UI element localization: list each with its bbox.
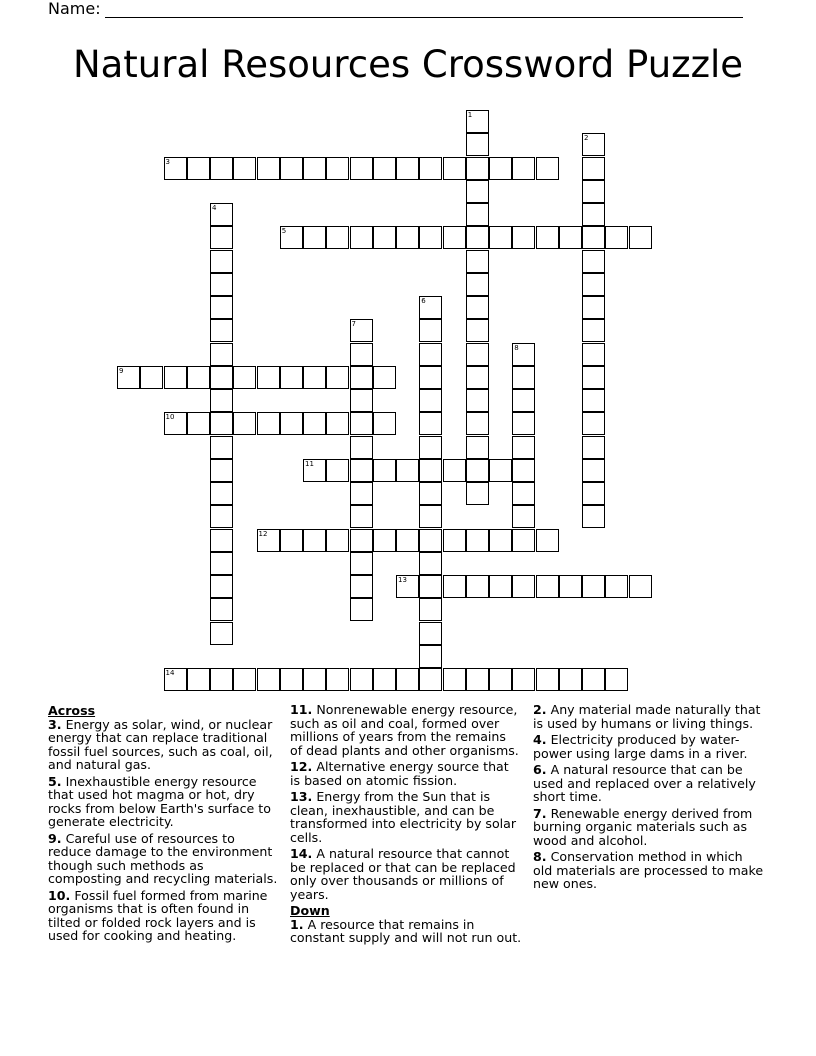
clue-text: Alternative energy source that is based on atomic fission.: [290, 759, 509, 788]
grid-cell[interactable]: [280, 366, 303, 389]
grid-cell[interactable]: [443, 459, 466, 482]
grid-cell[interactable]: [582, 180, 605, 203]
clue-number: 11.: [290, 702, 313, 717]
grid-cell[interactable]: [373, 366, 396, 389]
grid-cell[interactable]: [210, 412, 233, 435]
grid-cell[interactable]: [210, 203, 233, 226]
clue-number: 1.: [290, 916, 304, 932]
grid-cell[interactable]: [164, 412, 187, 435]
grid-cell[interactable]: [373, 529, 396, 552]
clue-number: 4.: [533, 732, 547, 747]
grid-cell[interactable]: [257, 412, 280, 435]
grid-cell[interactable]: [559, 668, 582, 691]
grid-cell[interactable]: [373, 412, 396, 435]
grid-cell[interactable]: [140, 366, 163, 389]
grid-cell[interactable]: [419, 552, 442, 575]
grid-cell[interactable]: [373, 459, 396, 482]
grid-cell[interactable]: [466, 412, 489, 435]
grid-cell[interactable]: [280, 157, 303, 180]
grid-cell[interactable]: [419, 343, 442, 366]
grid-cell[interactable]: [582, 319, 605, 342]
grid-cell[interactable]: [512, 529, 535, 552]
grid-cell[interactable]: [350, 343, 373, 366]
grid-cell[interactable]: [257, 366, 280, 389]
grid-cell[interactable]: [187, 668, 210, 691]
grid-cell[interactable]: [419, 505, 442, 528]
grid-cell[interactable]: [582, 133, 605, 156]
grid-cell[interactable]: [466, 482, 489, 505]
clue-text: A resource that remains in constant supply and will not run out.: [290, 916, 522, 945]
clue-text: Energy from the Sun that is clean, inexhaustible, and can be transformed into electricity by solar cells.: [290, 789, 517, 845]
grid-cell[interactable]: [466, 343, 489, 366]
grid-cell[interactable]: [582, 505, 605, 528]
grid-cell[interactable]: [373, 226, 396, 249]
grid-cell[interactable]: [582, 575, 605, 598]
clue-down-8: [533, 850, 765, 891]
grid-cell[interactable]: [350, 529, 373, 552]
grid-cell[interactable]: [350, 668, 373, 691]
clue-text: Fossil fuel formed from marine organisms that is often found in tilted or folded rock layers and is used for cooking and heating.: [48, 887, 268, 943]
grid-cell[interactable]: [582, 343, 605, 366]
clue-across-5: [48, 775, 280, 829]
grid-cell[interactable]: [582, 459, 605, 482]
grid-cell[interactable]: [210, 505, 233, 528]
grid-cell[interactable]: [210, 319, 233, 342]
grid-cell[interactable]: [350, 389, 373, 412]
clue-text: Energy as solar, wind, or nuclear energy that can replace traditional fossil fuel sources, such as coal, oil, and natural gas.: [48, 716, 273, 772]
clue-number: 10.: [48, 887, 71, 903]
grid-cell[interactable]: [210, 250, 233, 273]
grid-cell[interactable]: [210, 273, 233, 296]
grid-cell[interactable]: [210, 598, 233, 621]
clue-number-label: 11: [305, 459, 314, 468]
grid-cell[interactable]: [257, 668, 280, 691]
grid-cell[interactable]: [187, 157, 210, 180]
grid-cell[interactable]: [326, 226, 349, 249]
grid-cell[interactable]: [582, 389, 605, 412]
clue-number: 8.: [533, 849, 547, 864]
grid-cell[interactable]: [396, 226, 419, 249]
grid-cell[interactable]: [466, 250, 489, 273]
grid-cell[interactable]: [419, 459, 442, 482]
grid-cell[interactable]: [210, 552, 233, 575]
grid-cell[interactable]: [489, 668, 512, 691]
grid-cell[interactable]: [419, 366, 442, 389]
clue-text: Careful use of resources to reduce damage to the environment though such methods as composting and recycling materials.: [48, 830, 278, 886]
grid-cell[interactable]: [164, 366, 187, 389]
grid-cell[interactable]: [350, 482, 373, 505]
grid-cell[interactable]: [443, 157, 466, 180]
grid-cell[interactable]: [303, 529, 326, 552]
grid-cell[interactable]: [419, 622, 442, 645]
clues-column-3: [533, 703, 765, 894]
grid-cell[interactable]: [582, 226, 605, 249]
grid-cell[interactable]: [326, 366, 349, 389]
grid-cell[interactable]: [582, 412, 605, 435]
across-heading: Across: [48, 703, 96, 718]
clue-across-14: [290, 847, 522, 901]
grid-cell[interactable]: [350, 459, 373, 482]
grid-cell[interactable]: [233, 668, 256, 691]
grid-cell[interactable]: [512, 412, 535, 435]
grid-cell[interactable]: [466, 203, 489, 226]
grid-cell[interactable]: [350, 157, 373, 180]
grid-cell[interactable]: [466, 226, 489, 249]
grid-cell[interactable]: [396, 668, 419, 691]
grid-cell[interactable]: [489, 226, 512, 249]
grid-cell[interactable]: [536, 575, 559, 598]
grid-cell[interactable]: [536, 668, 559, 691]
grid-cell[interactable]: [396, 529, 419, 552]
grid-cell[interactable]: [326, 668, 349, 691]
grid-cell[interactable]: [419, 645, 442, 668]
clue-across-3: [48, 718, 280, 772]
grid-cell[interactable]: [350, 552, 373, 575]
grid-cell[interactable]: [419, 412, 442, 435]
grid-cell[interactable]: [582, 250, 605, 273]
clue-text: Conservation method in which old materials are processed to make new ones.: [533, 849, 764, 891]
name-label: Name:: [48, 0, 101, 18]
grid-cell[interactable]: [466, 296, 489, 319]
grid-cell[interactable]: [605, 575, 628, 598]
clue-number-label: 9: [119, 366, 124, 375]
clue-number: 7.: [533, 805, 547, 821]
grid-cell[interactable]: [443, 226, 466, 249]
grid-cell[interactable]: [559, 226, 582, 249]
grid-cell[interactable]: [443, 529, 466, 552]
clue-number-label: 7: [351, 320, 356, 329]
name-field[interactable]: [105, 3, 743, 18]
grid-cell[interactable]: [210, 226, 233, 249]
grid-cell[interactable]: [536, 529, 559, 552]
grid-cell[interactable]: [512, 343, 535, 366]
grid-cell[interactable]: [512, 157, 535, 180]
grid-cell[interactable]: [466, 366, 489, 389]
grid-cell[interactable]: [210, 343, 233, 366]
clue-number-label: 12: [258, 529, 268, 538]
grid-cell[interactable]: [373, 157, 396, 180]
clue-number-label: 4: [212, 204, 217, 212]
clue-across-9: [48, 832, 280, 886]
grid-cell[interactable]: [303, 226, 326, 249]
grid-cell[interactable]: [419, 226, 442, 249]
down-heading: Down: [290, 903, 330, 918]
clue-number-label: 3: [165, 157, 170, 166]
grid-cell[interactable]: [512, 459, 535, 482]
grid-cell[interactable]: [536, 157, 559, 180]
grid-cell[interactable]: [629, 575, 652, 598]
grid-cell[interactable]: [396, 157, 419, 180]
grid-cell[interactable]: [582, 296, 605, 319]
grid-cell[interactable]: [187, 366, 210, 389]
clue-text: A natural resource that cannot be replaced or that can be replaced only over thousands or millions of years.: [290, 846, 516, 902]
name-line: [48, 0, 743, 18]
clues-column-1: [48, 703, 280, 946]
clue-across-13: [290, 790, 522, 844]
clue-number: 2.: [533, 702, 547, 717]
grid-cell[interactable]: [466, 133, 489, 156]
grid-cell[interactable]: [466, 180, 489, 203]
grid-cell[interactable]: [489, 157, 512, 180]
grid-cell[interactable]: [280, 668, 303, 691]
clue-number-label: 13: [398, 576, 407, 584]
grid-cell[interactable]: [164, 157, 187, 180]
grid-cell[interactable]: [350, 412, 373, 435]
grid-cell[interactable]: [466, 668, 489, 691]
grid-cell[interactable]: [303, 157, 326, 180]
clue-down-7: [533, 807, 765, 848]
grid-cell[interactable]: [210, 529, 233, 552]
grid-cell[interactable]: [164, 668, 187, 691]
grid-cell[interactable]: [280, 529, 303, 552]
grid-cell[interactable]: [605, 226, 628, 249]
clue-number: 5.: [48, 773, 62, 789]
clue-text: A natural resource that can be used and replaced over a relatively short time.: [533, 762, 756, 804]
grid-cell[interactable]: [233, 157, 256, 180]
grid-cell[interactable]: [210, 157, 233, 180]
clue-number: 12.: [290, 759, 313, 774]
grid-cell[interactable]: [512, 668, 535, 691]
grid-cell[interactable]: [582, 482, 605, 505]
clue-number-label: 8: [514, 343, 519, 352]
grid-cell[interactable]: [419, 598, 442, 621]
grid-cell[interactable]: [512, 366, 535, 389]
grid-cell[interactable]: [210, 436, 233, 459]
grid-cell[interactable]: [536, 226, 559, 249]
grid-cell[interactable]: [466, 110, 489, 133]
grid-cell[interactable]: [582, 203, 605, 226]
clue-text: Any material made naturally that is used by humans or living things.: [533, 702, 761, 731]
grid-cell[interactable]: [326, 459, 349, 482]
clue-number-label: 5: [281, 227, 287, 236]
grid-cell[interactable]: [582, 366, 605, 389]
grid-cell[interactable]: [512, 389, 535, 412]
grid-cell[interactable]: [419, 389, 442, 412]
grid-cell[interactable]: [210, 389, 233, 412]
grid-cell[interactable]: [582, 273, 605, 296]
clues-column-2: [290, 703, 522, 948]
grid-cell[interactable]: [512, 436, 535, 459]
grid-cell[interactable]: [303, 412, 326, 435]
grid-cell[interactable]: [280, 412, 303, 435]
grid-cell[interactable]: [512, 482, 535, 505]
clue-text: Electricity produced by water-power using large dams in a river.: [533, 732, 748, 761]
clue-across-12: [290, 760, 522, 787]
clue-down-4: [533, 733, 765, 760]
clue-number-label: 2: [584, 134, 589, 143]
grid-cell[interactable]: [350, 226, 373, 249]
grid-cell[interactable]: [512, 226, 535, 249]
grid-cell[interactable]: [582, 436, 605, 459]
grid-cell[interactable]: [466, 575, 489, 598]
grid-cell[interactable]: [210, 575, 233, 598]
clue-number: 3.: [48, 716, 62, 732]
clue-number-label: 10: [165, 413, 175, 422]
clue-across-10: [48, 889, 280, 943]
grid-cell[interactable]: [419, 529, 442, 552]
grid-cell[interactable]: [582, 668, 605, 691]
grid-cell[interactable]: [629, 226, 652, 249]
grid-cell[interactable]: [466, 157, 489, 180]
clue-text: Nonrenewable energy resource, such as oil and coal, formed over millions of years from the remains of dead plants and other organisms.: [290, 702, 519, 758]
grid-cell[interactable]: [466, 319, 489, 342]
clue-number: 6.: [533, 762, 547, 777]
grid-cell[interactable]: [419, 575, 442, 598]
grid-cell[interactable]: [373, 668, 396, 691]
grid-cell[interactable]: [466, 529, 489, 552]
grid-cell[interactable]: [443, 668, 466, 691]
grid-cell[interactable]: [210, 668, 233, 691]
clue-number: 13.: [290, 789, 313, 804]
grid-cell[interactable]: [512, 575, 535, 598]
grid-cell[interactable]: [210, 459, 233, 482]
grid-cell[interactable]: [210, 366, 233, 389]
grid-cell[interactable]: [419, 319, 442, 342]
grid-cell[interactable]: [512, 505, 535, 528]
clue-down-2: [533, 703, 765, 730]
grid-cell[interactable]: [419, 157, 442, 180]
grid-cell[interactable]: [443, 575, 466, 598]
clue-down-6: [533, 763, 765, 804]
clue-text: Renewable energy derived from burning organic materials such as wood and alcohol.: [533, 805, 753, 848]
grid-cell[interactable]: [187, 412, 210, 435]
grid-cell[interactable]: [559, 575, 582, 598]
grid-cell[interactable]: [303, 459, 326, 482]
grid-cell[interactable]: [117, 366, 140, 389]
grid-cell[interactable]: [326, 412, 349, 435]
grid-cell[interactable]: [396, 575, 419, 598]
grid-cell[interactable]: [350, 319, 373, 342]
grid-cell[interactable]: [210, 482, 233, 505]
grid-cell[interactable]: [326, 157, 349, 180]
clue-down-1: [290, 918, 522, 945]
grid-cell[interactable]: [582, 157, 605, 180]
grid-cell[interactable]: [419, 482, 442, 505]
grid-cell[interactable]: [233, 366, 256, 389]
grid-cell[interactable]: [303, 668, 326, 691]
grid-cell[interactable]: [326, 529, 349, 552]
grid-cell[interactable]: [466, 389, 489, 412]
grid-cell[interactable]: [210, 296, 233, 319]
grid-cell[interactable]: [350, 366, 373, 389]
page-title: Natural Resources Crossword Puzzle: [72, 43, 744, 86]
grid-cell[interactable]: [489, 575, 512, 598]
grid-cell[interactable]: [280, 226, 303, 249]
grid-cell[interactable]: [350, 575, 373, 598]
grid-cell[interactable]: [466, 459, 489, 482]
grid-cell[interactable]: [350, 598, 373, 621]
grid-cell[interactable]: [257, 157, 280, 180]
grid-cell[interactable]: [233, 412, 256, 435]
grid-cell[interactable]: [303, 366, 326, 389]
grid-cell[interactable]: [350, 505, 373, 528]
grid-cell[interactable]: [466, 273, 489, 296]
grid-cell[interactable]: [210, 622, 233, 645]
grid-cell[interactable]: [605, 668, 628, 691]
clue-number: 14.: [290, 846, 313, 861]
clue-number-label: 14: [165, 669, 175, 677]
grid-cell[interactable]: [419, 668, 442, 691]
clue-text: Inexhaustible energy resource that used hot magma or hot, dry rocks from below Earth's surface to generate electricity.: [48, 773, 271, 829]
grid-cell[interactable]: [489, 459, 512, 482]
grid-cell[interactable]: [350, 436, 373, 459]
grid-cell[interactable]: [466, 436, 489, 459]
clue-number-label: 1: [467, 111, 473, 119]
clue-number-label: 6: [421, 297, 426, 305]
grid-cell[interactable]: [419, 296, 442, 319]
clue-number: 9.: [48, 830, 62, 846]
grid-cell[interactable]: [396, 459, 419, 482]
clue-across-11: [290, 703, 522, 757]
grid-cell[interactable]: [257, 529, 280, 552]
grid-cell[interactable]: [489, 529, 512, 552]
grid-cell[interactable]: [419, 436, 442, 459]
